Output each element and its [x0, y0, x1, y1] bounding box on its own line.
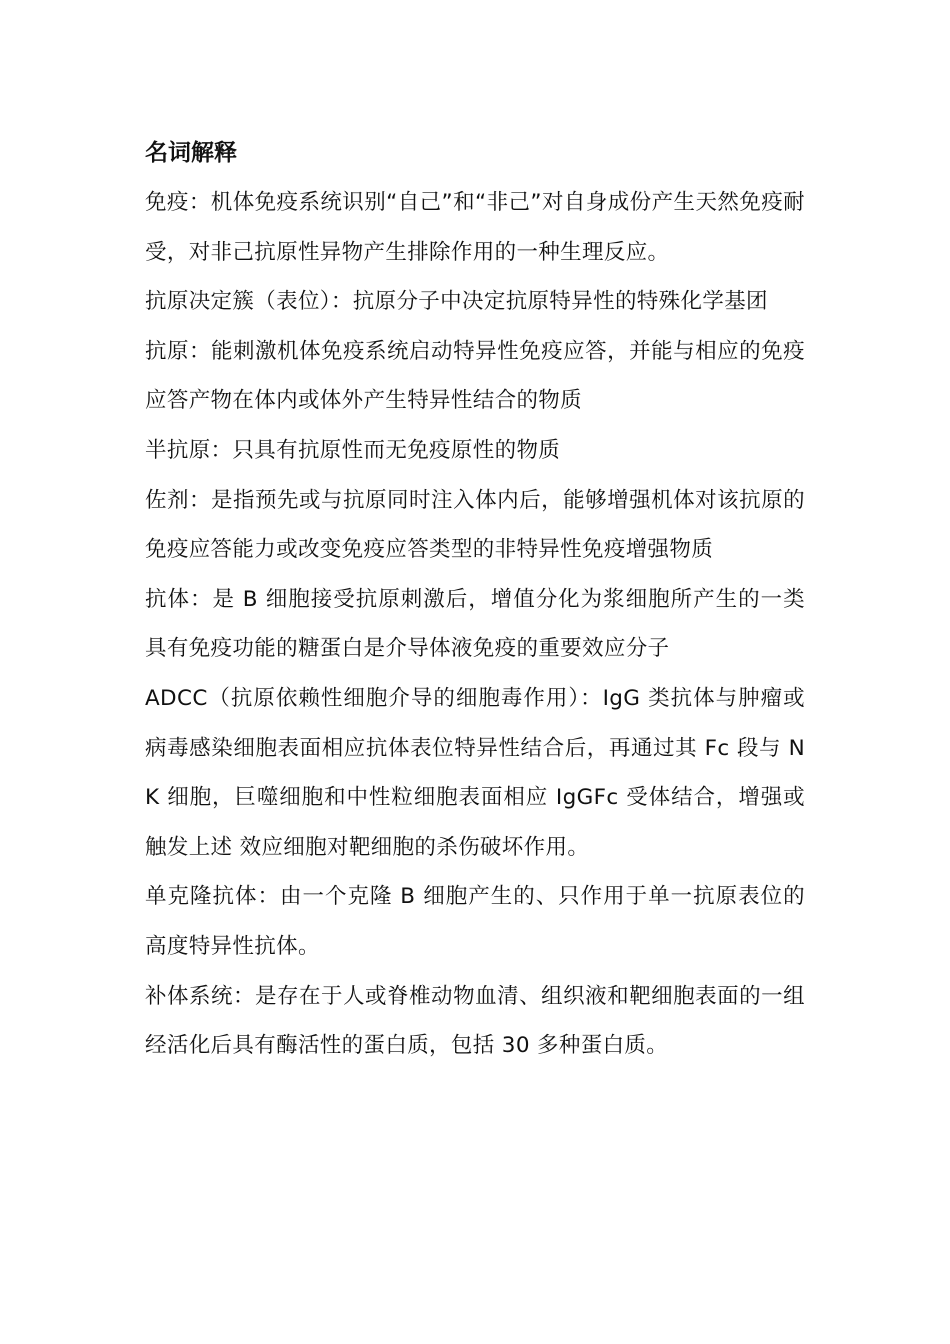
definition-epitope: 抗原决定簇（表位）：抗原分子中决定抗原特异性的特殊化学基团	[145, 289, 768, 315]
definition-immunity: 免疫：机体免疫系统识别“自己”和“非己”对自身成份产生天然免疫耐受，对非己抗原性异物产生排除作用的一种生理反应。	[145, 190, 805, 265]
definition-antigen: 抗原：能刺激机体免疫系统启动特异性免疫应答，并能与相应的免疫应答产物在体内或体外产生特异性结合的物质	[145, 338, 805, 414]
definition-adjuvant: 佐剂：是指预先或与抗原同时注入体内后，能够增强机体对该抗原的免疫应答能力或改变免疫应答类型的非特异性免疫增强物质	[145, 487, 805, 563]
definition-hapten: 半抗原：只具有抗原性而无免疫原性的物质	[145, 437, 561, 463]
document-title: 名词解释	[145, 140, 237, 166]
document-body	[145, 128, 805, 1071]
definition-complement-system: 补体系统：是存在于人或脊椎动物血清、组织液和靶细胞表面的一组经活化后具有酶活性的蛋白质，包括 30 多种蛋白质。	[145, 983, 805, 1059]
definition-monoclonal-antibody: 单克隆抗体：由一个克隆 B 细胞产生的、只作用于单一抗原表位的高度特异性抗体。	[145, 884, 805, 959]
definition-adcc: ADCC（抗原依赖性细胞介导的细胞毒作用）：IgG 类抗体与肿瘤或病毒感染细胞表面相应抗体表位特异性结合后，再通过其 Fc 段与 NK 细胞，巨噬细胞和中性粒细胞表面相应 IgGFc 受体结合，增强或触发上述 效应细胞对靶细胞的杀伤破坏作用。	[145, 685, 805, 860]
definition-antibody: 抗体：是 B 细胞接受抗原刺激后，增值分化为浆细胞所产生的一类具有免疫功能的糖蛋白是介导体液免疫的重要效应分子	[145, 586, 805, 662]
